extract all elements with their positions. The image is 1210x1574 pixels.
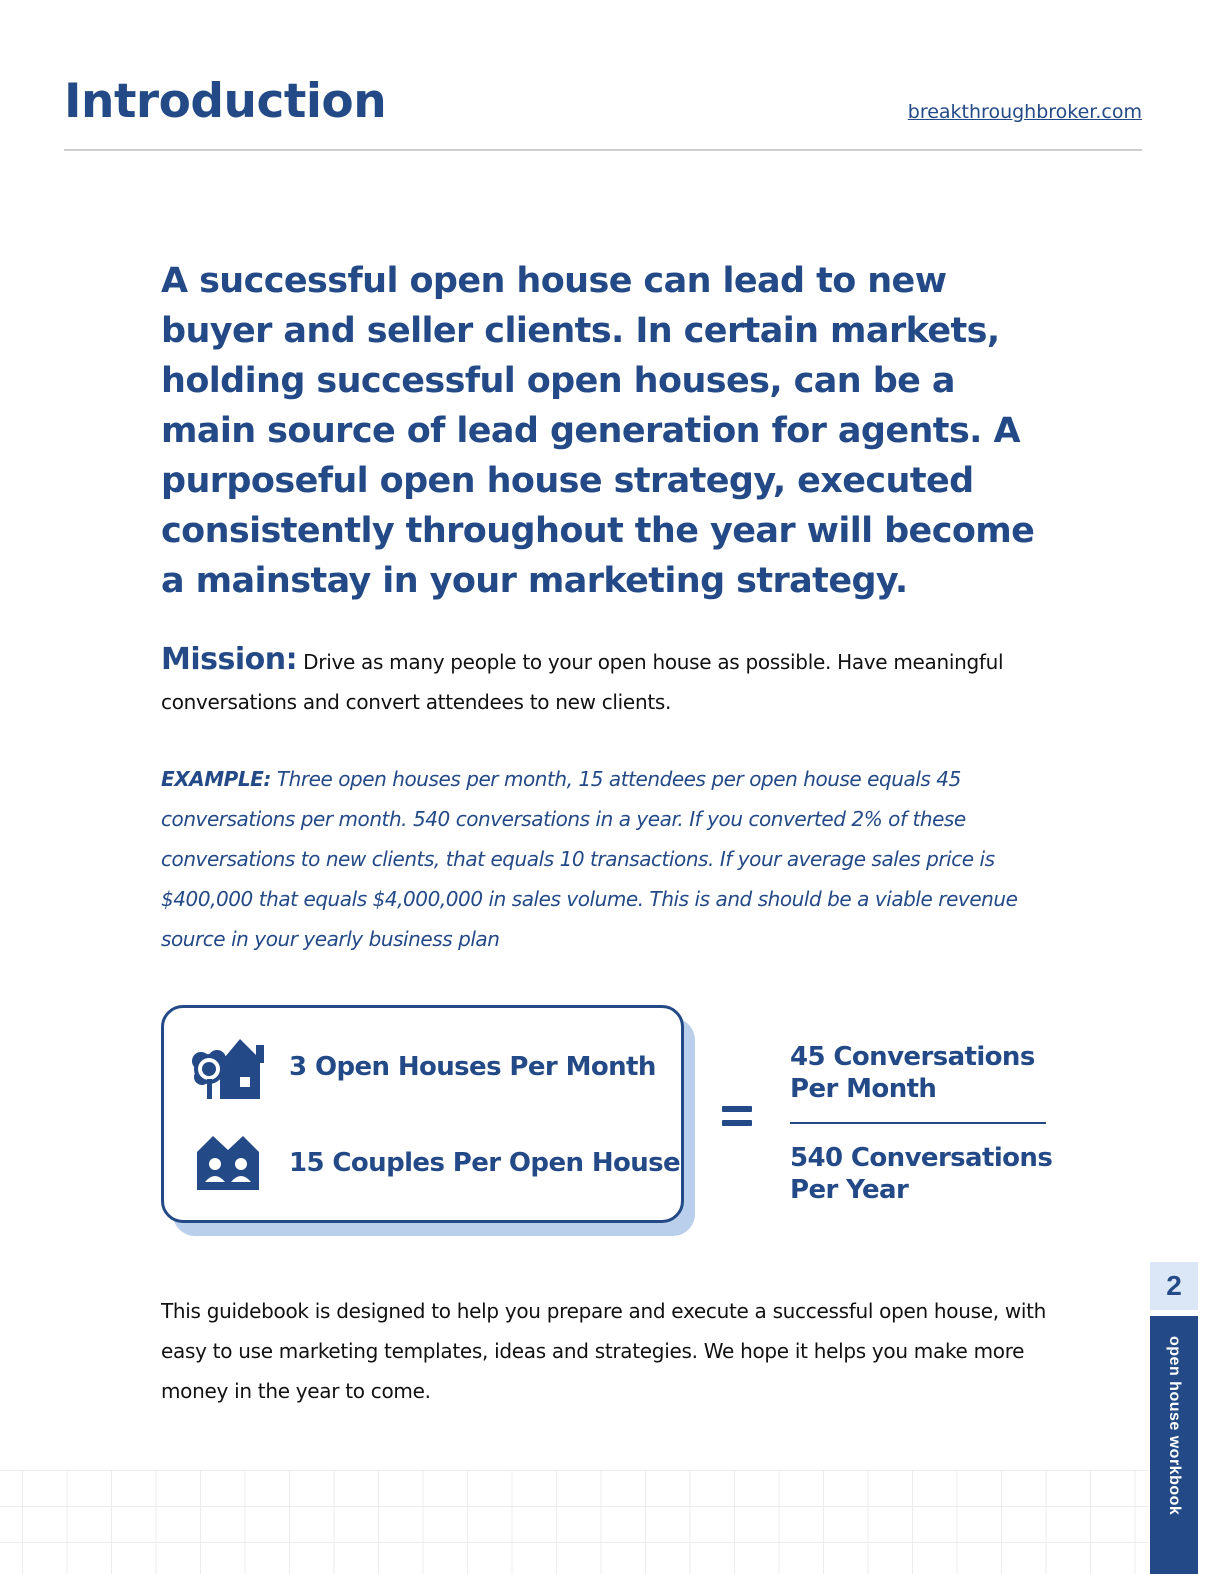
mission-label: Mission: xyxy=(161,642,298,677)
example-paragraph xyxy=(161,759,1071,959)
result-per-month: 45 Conversations Per Month xyxy=(790,1042,1035,1104)
stat-row-open-houses xyxy=(189,1032,656,1102)
side-tab-label: open house workbook xyxy=(1166,1336,1183,1516)
header-divider xyxy=(64,149,1142,151)
stat-row-couples xyxy=(189,1128,680,1198)
page-title: Introduction xyxy=(64,74,387,129)
website-link[interactable]: breakthroughbroker.com xyxy=(907,101,1142,123)
closing-paragraph: This guidebook is designed to help you prepare and execute a successful open house, with easy to use marketing templates, ideas and strategies. We hope it helps you make more money in the year to come. xyxy=(161,1299,1047,1403)
example-text: Three open houses per month, 15 attendees per open house equals 45 conversations per month. 540 conversations in a year. If you converted 2% of these conversations to new clients, that equals 10 transactions. If your average sales price is $400,000 that equals $4,000,000 in sales volume. This is and should be a viable revenue source in your yearly business plan xyxy=(161,767,1018,951)
mission-paragraph xyxy=(161,640,1021,722)
couple-house-icon xyxy=(189,1128,267,1198)
side-tab xyxy=(1150,1316,1198,1574)
equals-icon xyxy=(722,1106,752,1128)
house-tree-icon xyxy=(189,1032,267,1102)
stat-box xyxy=(161,1005,684,1223)
page-number: 2 xyxy=(1150,1262,1198,1310)
example-label: EXAMPLE: xyxy=(161,767,271,791)
grid-pattern xyxy=(0,1470,1148,1574)
lead-paragraph: A successful open house can lead to new buyer and seller clients. In certain markets, holding successful open houses, can be a main source of lead generation for agents. A purposeful open house strategy, executed consistently throughout the year will become a mainstay in your marketing strategy. xyxy=(161,261,1035,601)
result-divider xyxy=(790,1122,1046,1124)
stat-couples: 15 Couples Per Open House xyxy=(289,1148,681,1178)
mission-text: Drive as many people to your open house as possible. Have meaningful conversations and convert attendees to new clients. xyxy=(161,650,1004,714)
result-per-year: 540 Conversations Per Year xyxy=(790,1143,1053,1205)
stat-open-houses: 3 Open Houses Per Month xyxy=(289,1052,656,1082)
